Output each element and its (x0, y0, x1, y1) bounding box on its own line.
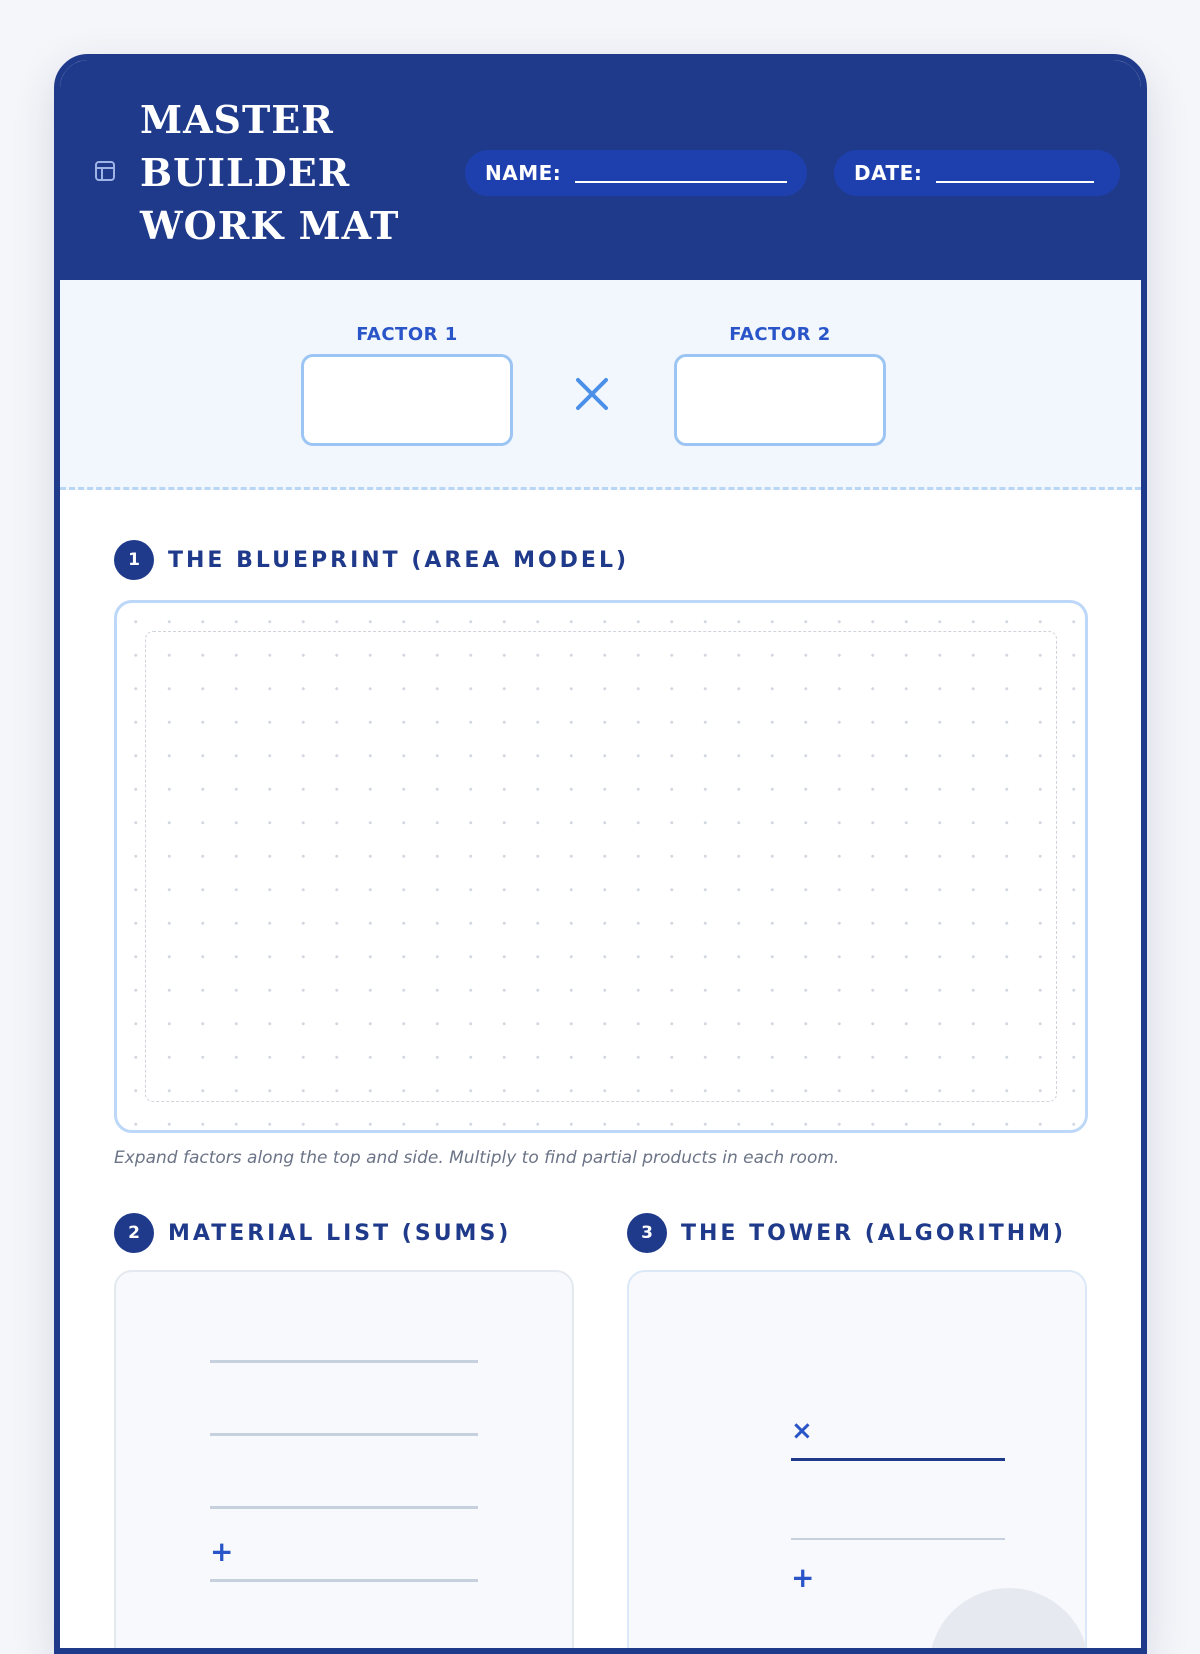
factor-2-label: FACTOR 2 (729, 324, 831, 345)
blueprint-title: THE BLUEPRINT (AREA MODEL) (168, 547, 630, 573)
title-line-1: MASTER (140, 97, 334, 142)
tower-product-line[interactable] (791, 1458, 1005, 1461)
factor-1-box[interactable] (301, 354, 513, 446)
tower-number-badge: 3 (627, 1213, 667, 1253)
plus-icon: + (210, 1535, 234, 1568)
header (60, 60, 1141, 280)
blueprint-hint: Expand factors along the top and side. Multiply to find partial products in each room. (114, 1148, 840, 1168)
tower-panel (627, 1270, 1087, 1654)
date-label: DATE: (854, 161, 923, 185)
date-field[interactable] (834, 150, 1120, 196)
work-mat-card (54, 54, 1147, 1654)
tower-partial-line[interactable] (791, 1538, 1005, 1540)
sum-line-3[interactable] (210, 1506, 478, 1509)
blueprint-heading (114, 540, 629, 580)
name-field[interactable] (465, 150, 807, 196)
tower-heading (627, 1213, 1066, 1253)
name-label: NAME: (485, 161, 562, 185)
sum-line-2[interactable] (210, 1433, 478, 1436)
sum-line-1[interactable] (210, 1360, 478, 1363)
title-line-2: BUILDER (140, 150, 351, 195)
layout-icon (94, 160, 116, 182)
tower-times-icon: × (791, 1416, 813, 1446)
materials-heading (114, 1213, 511, 1253)
blueprint-area-model[interactable] (114, 600, 1088, 1133)
sum-line-4[interactable] (210, 1579, 478, 1582)
factors-band (60, 280, 1141, 490)
materials-number-badge: 2 (114, 1213, 154, 1253)
factor-1-label: FACTOR 1 (356, 324, 458, 345)
date-blank-line[interactable] (936, 181, 1094, 183)
material-list-panel (114, 1270, 574, 1654)
page-title (140, 93, 480, 252)
factor-2-box[interactable] (674, 354, 886, 446)
tower-plus-icon: + (791, 1561, 815, 1594)
name-blank-line[interactable] (575, 181, 787, 183)
title-line-3: WORK MAT (140, 203, 400, 248)
tower-decor-circle (929, 1588, 1089, 1654)
blueprint-inner-frame (145, 631, 1057, 1102)
materials-title: MATERIAL LIST (SUMS) (168, 1220, 512, 1246)
times-icon (572, 374, 612, 414)
blueprint-number-badge: 1 (114, 540, 154, 580)
tower-title: THE TOWER (ALGORITHM) (681, 1220, 1067, 1246)
